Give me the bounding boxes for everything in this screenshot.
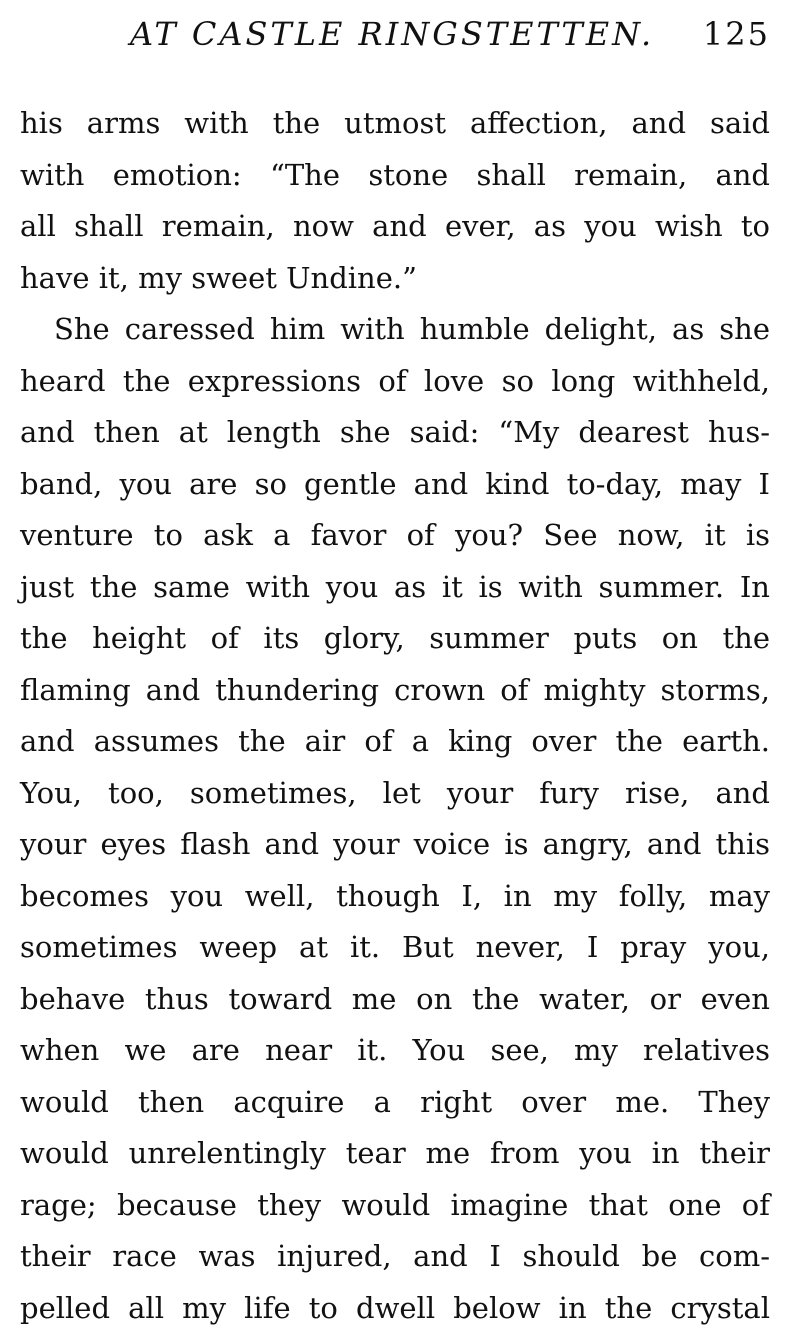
text-line: venture to ask a favor of you? See now, it is — [20, 518, 770, 552]
paragraph-undine-request — [20, 304, 770, 1334]
page-number: 125 — [702, 15, 770, 53]
paragraph-continuation — [20, 98, 770, 304]
text-line: pelled all my life to dwell below in the crystal — [20, 1290, 770, 1325]
text-line: just the same with you as it is with summer. In — [20, 569, 770, 604]
text-line: behave thus toward me on the water, or even — [20, 981, 770, 1016]
text-line: the height of its glory, summer puts on the — [20, 621, 770, 655]
text-line: his arms with the utmost affection, and said — [20, 106, 770, 140]
text-line: and assumes the air of a king over the earth. — [20, 724, 770, 758]
running-title: AT CASTLE RINGSTETTEN. — [130, 15, 655, 53]
body-text — [20, 98, 770, 1334]
running-head — [130, 12, 770, 56]
text-line: have it, my sweet Undine.” — [20, 260, 417, 295]
text-line: when we are near it. You see, my relatives — [20, 1033, 770, 1067]
text-line: You, too, sometimes, let your fury rise, and — [20, 775, 770, 810]
text-line: all shall remain, now and ever, as you wish to — [20, 209, 770, 243]
text-line: would unrelentingly tear me from you in their — [20, 1136, 770, 1170]
text-line: would then acquire a right over me. They — [20, 1084, 770, 1119]
text-line: becomes you well, though I, in my folly, may — [20, 878, 770, 913]
text-line: flaming and thundering crown of mighty storms, — [20, 672, 770, 707]
text-line: your eyes flash and your voice is angry, and this — [20, 827, 770, 861]
text-line: and then at length she said: “My dearest hus- — [20, 415, 770, 449]
text-line: heard the expressions of love so long withheld, — [20, 363, 770, 398]
text-line: rage; because they would imagine that one of — [20, 1187, 770, 1222]
text-line: She caressed him with humble delight, as she — [54, 312, 770, 346]
text-line: sometimes weep at it. But never, I pray you, — [20, 930, 770, 964]
text-line: their race was injured, and I should be com- — [20, 1239, 770, 1273]
text-line: band, you are so gentle and kind to-day, may I — [20, 466, 770, 501]
text-line: with emotion: “The stone shall remain, and — [20, 157, 770, 192]
